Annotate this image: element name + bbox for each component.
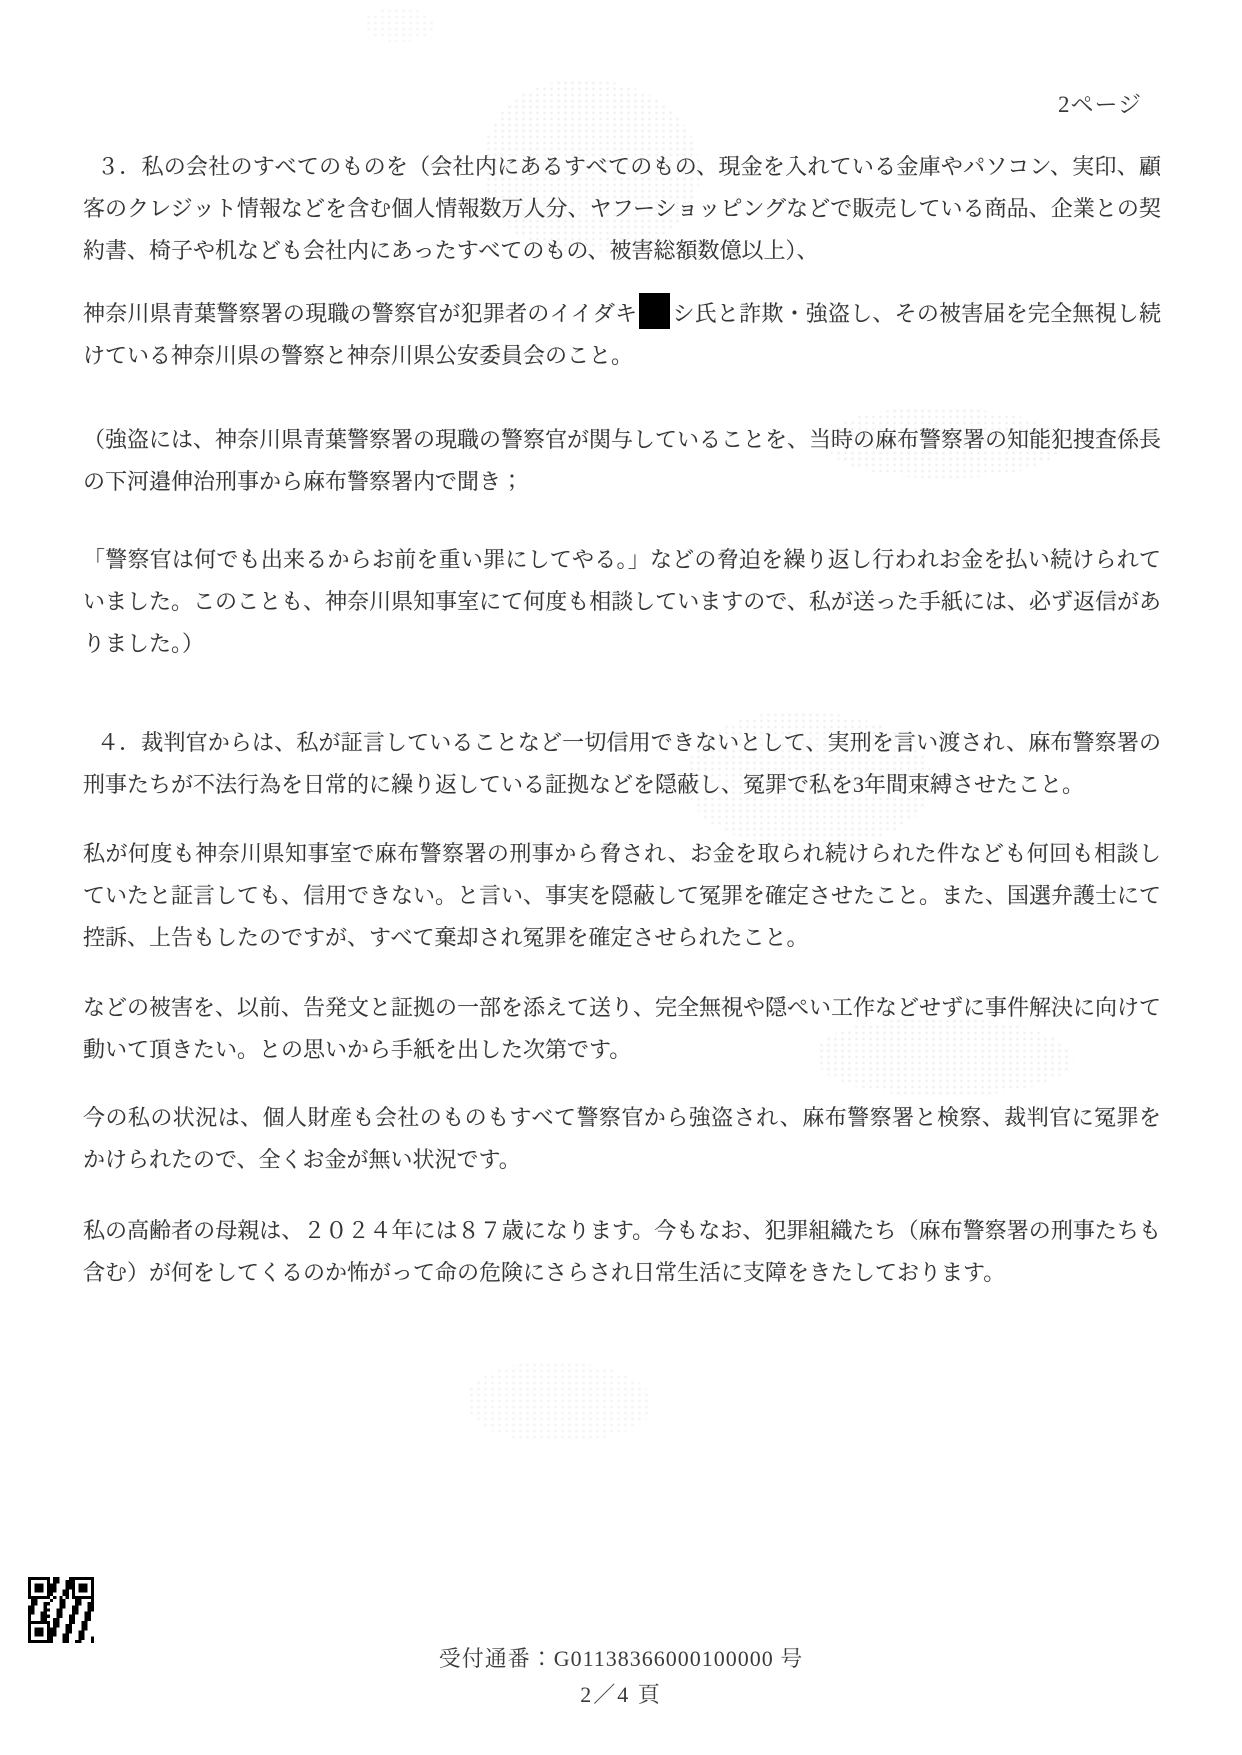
paragraph-item3-company-losses: ３．私の会社のすべてのものを（会社内にあるすべてのもの、現金を入れている金庫やパソコン、実印、顧客のクレジット情報などを含む個人情報数万人分、ヤフーショッピングなどで販売している商品、企業との契約書、椅子や机なども会社内にあったすべてのもの、被害総額数億以上）、: [83, 154, 1161, 263]
receipt-number: 受付通番：G01138366000100000 号: [438, 1646, 804, 1671]
paragraph-robbery-involvement: （強盗には、神奈川県青葉警察署の現職の警察官が関与していることを、当時の麻布警察署の知能犯捜査係長の下河邉伸治刑事から麻布警察署内で聞き；: [83, 427, 1162, 494]
qr-code: [28, 1577, 94, 1643]
page-indicator: 2／4 頁: [580, 1682, 662, 1707]
paragraph-reason-for-letter: などの被害を、以前、告発文と証拠の一部を添えて送り、完全無視や隠ぺい工作などせずに事件解決に向けて動いて頂きたい。との思いから手紙を出した次第です。: [83, 995, 1162, 1062]
redaction-box: [639, 293, 670, 329]
paragraph-police-accusation: [83, 293, 1161, 377]
scan-stain: [468, 1362, 653, 1442]
paragraph-elderly-mother: 私の高齢者の母親は、２０２４年には８７歳になります。今もなお、犯罪組織たち（麻布警察署の刑事たちも含む）が何をしてくるのか怖がって命の危険にさらされ日常生活に支障をきたしております。: [83, 1218, 1161, 1285]
text-after-redaction: シ氏と詐欺・強盗し、その被害届を完全無視し続けている神奈川県の警察と神奈川県公安委員会のこと。: [83, 301, 1161, 368]
paragraph-threat-quote: 「警察官は何でも出来るからお前を重い罪にしてやる。」などの脅迫を繰り返し行われお金を払い続けられていました。このことも、神奈川県知事室にて何度も相談していますので、私が送った手紙には、必ず返信がありました。）: [83, 547, 1161, 656]
text-before-redaction: 神奈川県青葉警察署の現職の警察官が犯罪者のイイダキ: [83, 301, 638, 326]
paragraph-item4-judge: ４．裁判官からは、私が証言していることなど一切信用できないとして、実刑を言い渡され、麻布警察署の刑事たちが不法行為を日常的に繰り返している証拠などを隠蔽し、冤罪で私を3年間束縛させたこと。: [83, 730, 1161, 797]
paragraph-testimony-rejected: 私が何度も神奈川県知事室で麻布警察署の刑事から脅され、お金を取られ続けられた件なども何回も相談していたと証言しても、信用できない。と言い、事実を隠蔽して冤罪を確定させたこと。また、国選弁護士にて控訴、上告もしたのですが、すべて棄却され冤罪を確定させられたこと。: [83, 841, 1162, 950]
paragraph-current-situation: 今の私の状況は、個人財産も会社のものもすべて警察官から強盗され、麻布警察署と検察、裁判官に冤罪をかけられたので、全くお金が無い状況です。: [83, 1105, 1161, 1172]
page-number-header: 2ページ: [1057, 92, 1142, 117]
scan-stain: [365, 8, 435, 42]
